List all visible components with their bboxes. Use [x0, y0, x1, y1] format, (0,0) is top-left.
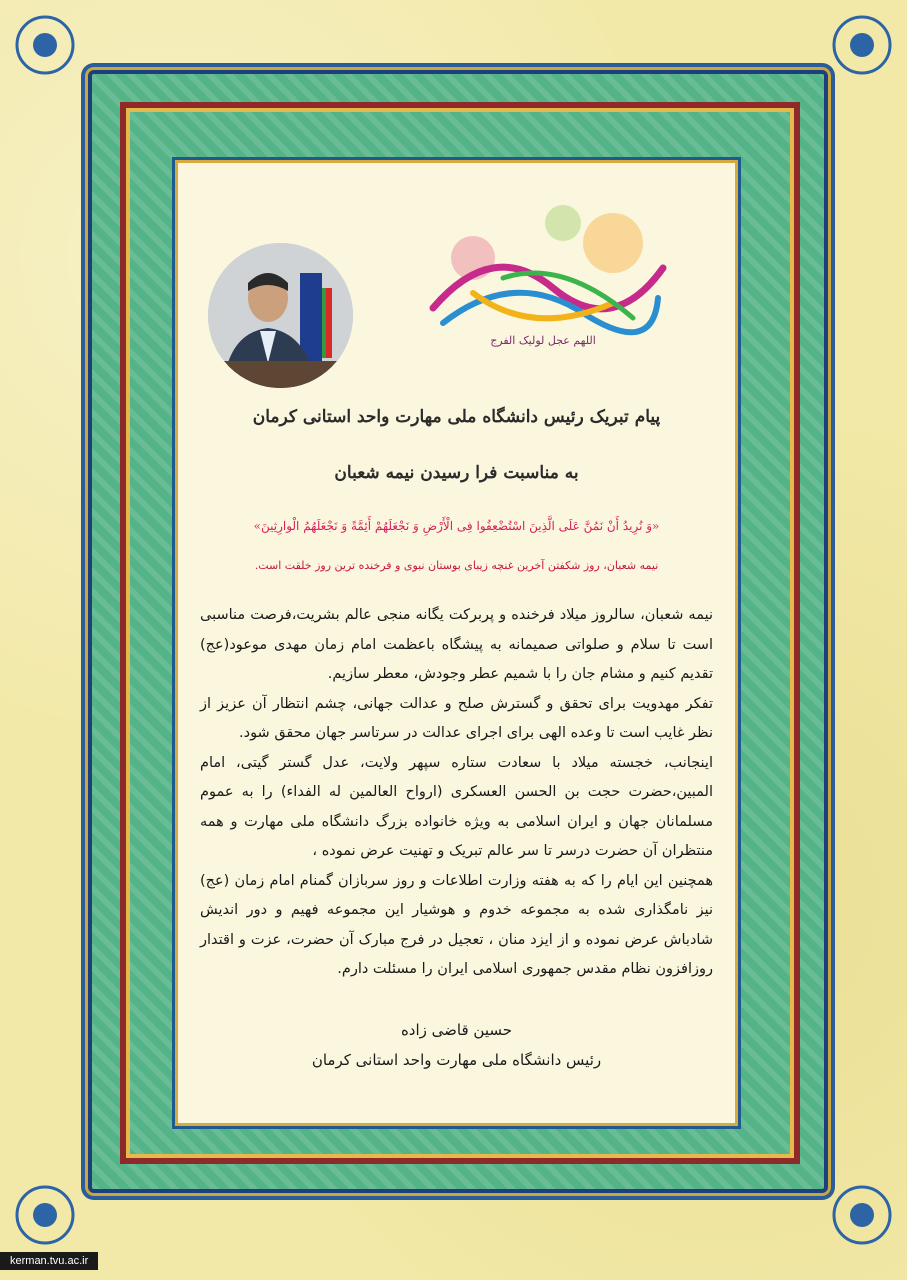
corner-ornament-bottom-right	[817, 1170, 907, 1260]
message-panel	[175, 160, 738, 1126]
body-paragraph: تفکر مهدویت برای تحقق و گسترش صلح و عدالت جهانی، چشم انتظار آن عزیز از نظر غایب است تا وعده الهی برای اجرای عدالت در سرتاسر جهان محقق شود.	[200, 695, 713, 741]
signature-name: حسین قاضی زاده	[400, 1021, 513, 1039]
corner-ornament-top-left	[0, 0, 90, 90]
body-paragraph: همچنین این ایام را که به هفته وزارت اطلاعات و روز سربازان گمنام امام زمان (عج) نیز نامگذاری شده به مجموعه خدوم و هوشیار این مجموعه فهیم و دور اندیش شادباش عرض نموده و از ایزد منان ، تعجیل در فرج مبارک آن حضرت، عزت و اقتدار روزافزون نظام مقدس جمهوری اسلامی ایران را مسئلت دارم.	[200, 872, 713, 977]
message-body	[200, 601, 713, 985]
calligraphy-text: اللهم عجل لولیک الفرج	[490, 334, 596, 347]
corner-ornament-bottom-left	[0, 1170, 90, 1260]
signature-role: رئیس دانشگاه ملی مهارت واحد استانی کرمان	[311, 1051, 602, 1069]
avatar	[208, 243, 353, 388]
body-paragraph: نیمه شعبان، سالروز میلاد فرخنده و پربرکت یگانه منجی عالم بشریت،فرصت مناسبی است تا سلام و صلواتی صمیمانه به پیشگاه باعظمت امام زمان مهدی موعود(عج) تقدیم کنیم و مشام جان را با شمیم عطر وجودش، معطر سازیم.	[200, 607, 713, 682]
message-title: پیام تبریک رئیس دانشگاه ملی مهارت واحد استانی کرمان	[252, 407, 661, 427]
message-subtitle: نیمه شعبان، روز شکفتن آخرین غنچه زیبای بوستان نبوی و فرخنده ترین روز خلقت است.	[254, 559, 659, 572]
body-paragraph: اینجانب، خجسته میلاد با سعادت ستاره سپهر ولایت، عدل گستر گیتی، امام المبین،حضرت حجت بن الحسن العسکری (ارواح العالمین له الفداء) را به عموم مسلمانان جهان و ایران اسلامی به ویژه خانواده بزرگ دانشگاه ملی مهارت و همه منتظران آن حضرت درسر تا سر عالم تبریک و تهنیت عرض نموده ،	[200, 754, 713, 859]
corner-ornament-top-right	[817, 0, 907, 90]
site-footer-link[interactable]: kerman.tvu.ac.ir	[0, 1252, 98, 1270]
calligraphy-artwork	[413, 198, 673, 348]
quran-verse: «وَ نُرِیدُ أَنْ نَمُنَّ عَلَى الَّذِینَ اسْتُضْعِفُوا فِی الْأَرْضِ وَ نَجْعَلَهُمْ أَئِمَّةً وَ نَجْعَلَهُمُ الْوارِثِینَ»	[253, 519, 660, 533]
message-occasion: به مناسبت فرا رسیدن نیمه شعبان	[334, 463, 579, 483]
